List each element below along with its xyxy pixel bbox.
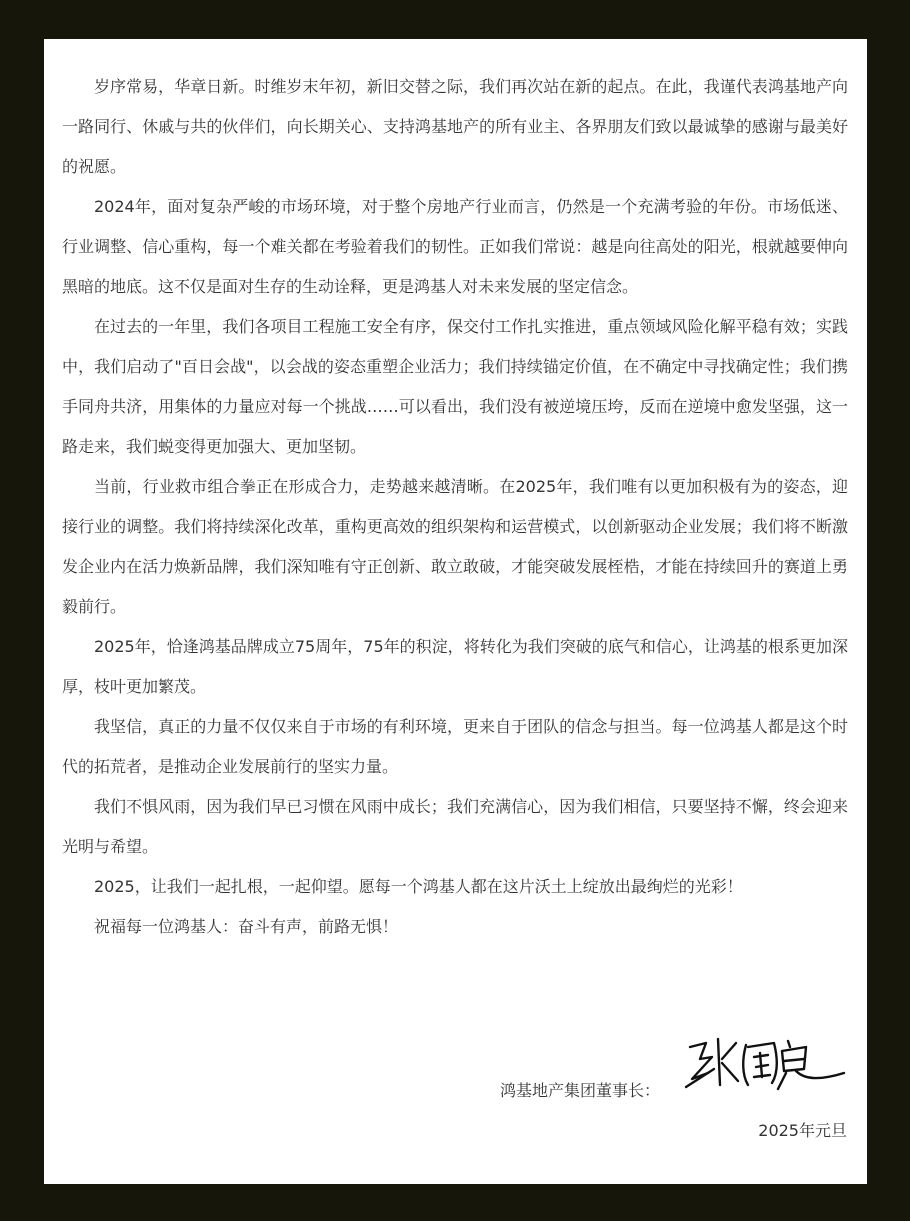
letter-body bbox=[62, 67, 848, 947]
paragraph: 2025，让我们一起扎根，一起仰望。愿每一个鸿基人都在这片沃土上绽放出最绚烂的光彩！ bbox=[94, 877, 743, 896]
paragraph: 2024年，面对复杂严峻的市场环境，对于整个房地产行业而言，仍然是一个充满考验的年份。市场低迷、行业调整、信心重构，每一个难关都在考验着我们的韧性。正如我们常说：越是向往高处的阳光，根就越要伸向黑暗的地底。这不仅是面对生存的生动诠释，更是鸿基人对未来发展的坚定信念。 bbox=[62, 197, 848, 296]
paragraph: 在过去的一年里，我们各项目工程施工安全有序，保交付工作扎实推进，重点领域风险化解平稳有效；实践中，我们启动了"百日会战"，以会战的姿态重塑企业活力；我们持续锚定价值，在不确定中寻找确定性；我们携手同舟共济，用集体的力量应对每一个挑战……可以看出，我们没有被逆境压垮，反而在逆境中愈发坚强，这一路走来，我们蜕变得更加强大、更加坚韧。 bbox=[62, 317, 848, 456]
signer-label: 鸿基地产集团董事长： bbox=[500, 1081, 661, 1100]
letter-date: 2025年元旦 bbox=[758, 1121, 847, 1140]
letter-page bbox=[44, 39, 867, 1184]
paragraph: 祝福每一位鸿基人：奋斗有声，前路无惧！ bbox=[94, 917, 399, 936]
paragraph: 我们不惧风雨，因为我们早已习惯在风雨中成长；我们充满信心，因为我们相信，只要坚持不懈，终会迎来光明与希望。 bbox=[62, 797, 848, 856]
handwritten-signature bbox=[678, 1029, 848, 1099]
paragraph: 我坚信，真正的力量不仅仅来自于市场的有利环境，更来自于团队的信念与担当。每一位鸿基人都是这个时代的拓荒者，是推动企业发展前行的坚实力量。 bbox=[62, 717, 848, 776]
paragraph: 当前，行业救市组合拳正在形成合力，走势越来越清晰。在2025年，我们唯有以更加积极有为的姿态，迎接行业的调整。我们将持续深化改革，重构更高效的组织架构和运营模式，以创新驱动企业发展；我们将不断激发企业内在活力焕新品牌，我们深知唯有守正创新、敢立敢破，才能突破发展桎梏，才能在持续回升的赛道上勇毅前行。 bbox=[62, 477, 848, 616]
paragraph: 岁序常易，华章日新。时维岁末年初，新旧交替之际，我们再次站在新的起点。在此，我谨代表鸿基地产向一路同行、休戚与共的伙伴们，向长期关心、支持鸿基地产的所有业主、各界朋友们致以最诚挚的感谢与最美好的祝愿。 bbox=[62, 77, 848, 176]
paragraph: 2025年，恰逢鸿基品牌成立75周年，75年的积淀，将转化为我们突破的底气和信心，让鸿基的根系更加深厚，枝叶更加繁茂。 bbox=[62, 637, 848, 696]
